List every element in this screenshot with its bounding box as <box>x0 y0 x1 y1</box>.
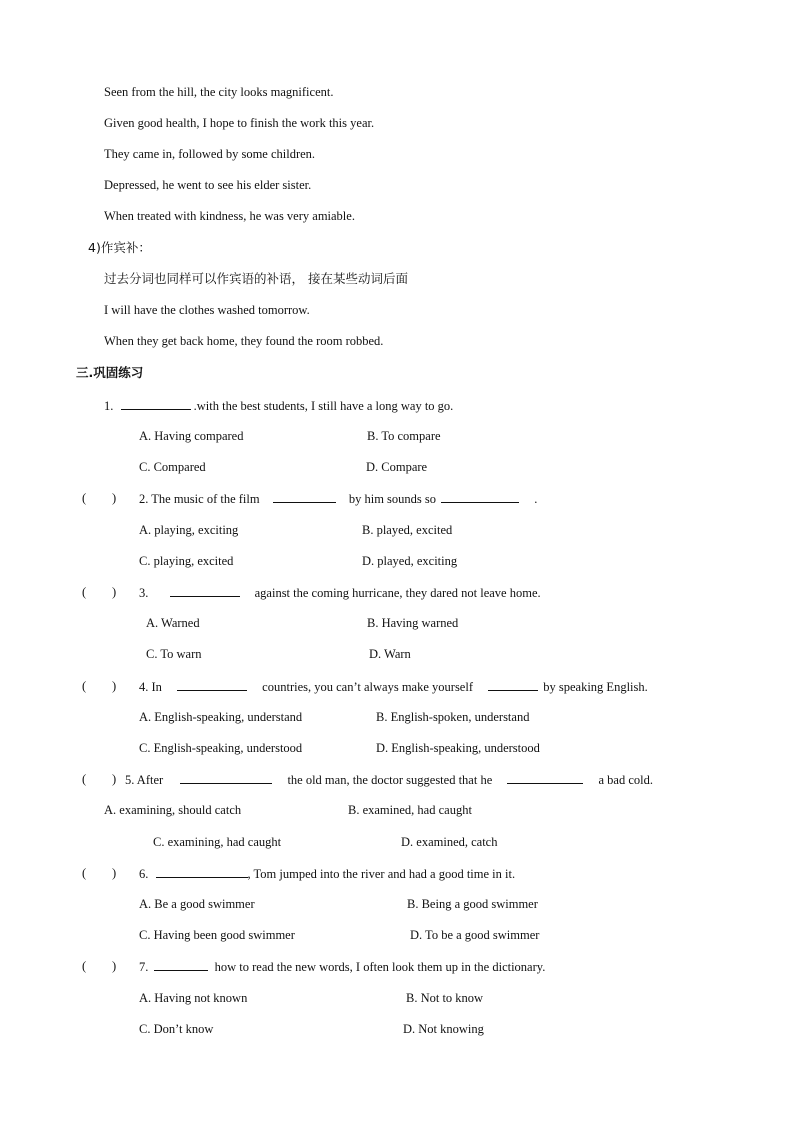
answer-parenthesis-open: ( <box>82 491 87 505</box>
option-d: D. Compare <box>366 460 428 474</box>
answer-parenthesis-close: ) <box>112 491 117 505</box>
option-c: C. Don’t know <box>139 1022 214 1036</box>
question-number: 3. <box>139 586 149 600</box>
option-d: D. examined, catch <box>401 835 498 849</box>
option-b: B. To compare <box>367 429 441 443</box>
question-number: 5. After <box>125 773 164 787</box>
question-7 <box>139 958 545 975</box>
answer-blank[interactable] <box>121 397 191 410</box>
example-sentence: I will have the clothes washed tomorrow. <box>104 303 310 317</box>
option-a: A. English-speaking, understand <box>139 710 303 724</box>
option-d: D. English-speaking, understood <box>376 741 540 755</box>
question-text: 2. The music of the film <box>139 492 260 506</box>
option-a: A. Having compared <box>139 429 244 443</box>
answer-blank[interactable] <box>156 865 248 878</box>
grammar-note: 过去分词也同样可以作宾语的补语， 接在某些动词后面 <box>104 271 408 286</box>
question-1 <box>104 397 453 414</box>
question-text: .with the best students, I still have a long way to go. <box>190 399 454 413</box>
answer-parenthesis-close: ) <box>112 866 117 880</box>
answer-blank[interactable] <box>154 958 208 971</box>
question-text: by speaking English. <box>543 680 648 694</box>
question-4 <box>139 678 648 695</box>
option-d: D. Warn <box>369 647 411 661</box>
question-text: how to read the new words, I often look them up in the dictionary. <box>214 960 546 974</box>
option-a: A. Warned <box>146 616 200 630</box>
option-c: C. playing, excited <box>139 554 234 568</box>
option-d: D. Not knowing <box>403 1022 484 1036</box>
option-b: B. played, excited <box>362 523 453 537</box>
option-c: C. Compared <box>139 460 206 474</box>
answer-blank[interactable] <box>507 771 583 784</box>
answer-blank[interactable] <box>180 771 272 784</box>
answer-parenthesis-open: ( <box>82 959 87 973</box>
option-b: B. examined, had caught <box>348 803 472 817</box>
answer-parenthesis-close: ) <box>112 585 117 599</box>
option-a: A. Having not known <box>139 991 248 1005</box>
option-b: B. Having warned <box>367 616 459 630</box>
example-sentence: Seen from the hill, the city looks magnificent. <box>104 85 334 99</box>
option-c: C. examining, had caught <box>153 835 282 849</box>
answer-parenthesis-close: ) <box>112 772 117 786</box>
example-sentence: When they get back home, they found the room robbed. <box>104 334 384 348</box>
option-a: A. playing, exciting <box>139 523 239 537</box>
question-text: countries, you can’t always make yourself <box>262 680 473 694</box>
option-b: B. Not to know <box>406 991 484 1005</box>
option-b: B. Being a good swimmer <box>407 897 538 911</box>
section-title: 三.巩固练习 <box>76 365 144 380</box>
option-a: A. examining, should catch <box>104 803 242 817</box>
question-number: 7. <box>139 960 149 974</box>
question-number: 6. <box>139 867 149 881</box>
question-text: , Tom jumped into the river and had a good time in it. <box>247 867 516 881</box>
question-text: a bad cold. <box>598 773 653 787</box>
option-d: D. played, exciting <box>362 554 458 568</box>
answer-blank[interactable] <box>177 678 247 691</box>
question-text: against the coming hurricane, they dared not leave home. <box>254 586 541 600</box>
question-number: 1. <box>104 399 114 413</box>
answer-parenthesis-open: ( <box>82 585 87 599</box>
answer-blank[interactable] <box>488 678 538 691</box>
answer-parenthesis-close: ) <box>112 959 117 973</box>
example-sentence: They came in, followed by some children. <box>104 147 316 161</box>
option-d: D. To be a good swimmer <box>410 928 540 942</box>
answer-blank[interactable] <box>441 490 519 503</box>
answer-blank[interactable] <box>273 490 336 503</box>
answer-parenthesis-open: ( <box>82 772 87 786</box>
question-text: the old man, the doctor suggested that he <box>287 773 493 787</box>
question-text: by him sounds so <box>348 492 437 506</box>
option-b: B. English-spoken, understand <box>376 710 530 724</box>
example-sentence: Depressed, he went to see his elder sister. <box>104 178 312 192</box>
question-6 <box>139 865 515 882</box>
subheading-object-complement: 4)作宾补： <box>88 240 151 255</box>
option-c: C. To warn <box>146 647 202 661</box>
option-a: A. Be a good swimmer <box>139 897 255 911</box>
question-number: 4. In <box>139 680 162 694</box>
question-text: . <box>534 492 538 506</box>
answer-parenthesis-close: ) <box>112 679 117 693</box>
answer-parenthesis-open: ( <box>82 866 87 880</box>
answer-parenthesis-open: ( <box>82 679 87 693</box>
question-3 <box>139 584 541 601</box>
question-2 <box>139 490 537 507</box>
example-sentence: Given good health, I hope to finish the work this year. <box>104 116 375 130</box>
option-c: C. Having been good swimmer <box>139 928 295 942</box>
question-5 <box>125 771 653 788</box>
answer-blank[interactable] <box>170 584 240 597</box>
example-sentence: When treated with kindness, he was very amiable. <box>104 209 355 223</box>
option-c: C. English-speaking, understood <box>139 741 303 755</box>
